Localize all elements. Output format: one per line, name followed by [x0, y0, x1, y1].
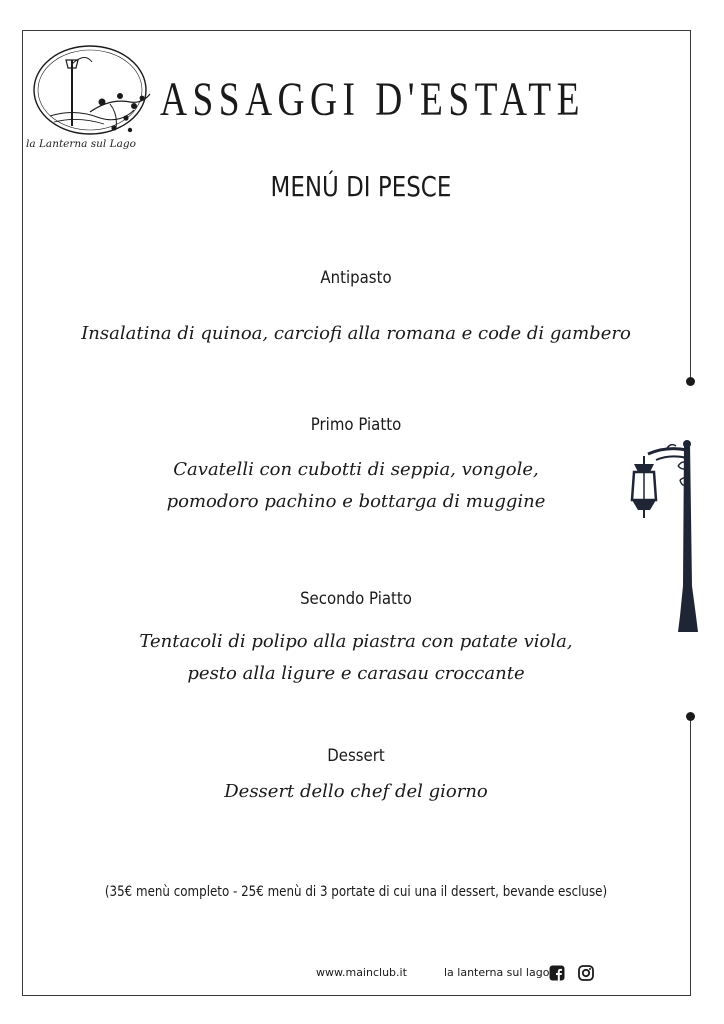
- dish-line: Tentacoli di polipo alla piastra con patate viola,: [139, 631, 573, 652]
- page-title: ASSAGGI D'ESTATE: [160, 73, 585, 126]
- course-label-dessert: Dessert: [327, 746, 385, 766]
- price-note: (35€ menù completo - 25€ menù di 3 portate di cui una il dessert, bevande escluse): [104, 884, 608, 900]
- dish-line: pesto alla ligure e carasau croccante: [187, 663, 525, 684]
- frame-dot-upper: [686, 377, 695, 386]
- street-lamp-icon: [626, 436, 706, 632]
- dish-secondo: [0, 626, 712, 690]
- dish-line: Dessert dello chef del giorno: [224, 781, 488, 802]
- course-label-primo: Primo Piatto: [310, 415, 402, 435]
- course-label-secondo: Secondo Piatto: [300, 589, 412, 609]
- dish-antipasto: [0, 318, 712, 350]
- dish-dessert: [0, 776, 712, 808]
- footer-social-name: la lanterna sul lago: [444, 966, 550, 979]
- frame-right-border-lower: [690, 716, 691, 996]
- dish-line: pomodoro pachino e bottarga di muggine: [166, 491, 546, 512]
- logo-script-text: la Lanterna sul Lago: [26, 138, 136, 150]
- facebook-icon[interactable]: [549, 965, 565, 981]
- course-label-antipasto: Antipasto: [320, 268, 392, 288]
- dish-line: Insalatina di quinoa, carciofi alla romana e code di gambero: [81, 323, 631, 344]
- frame-dot-lower: [686, 712, 695, 721]
- frame-top-border: [22, 30, 691, 31]
- dish-line: Cavatelli con cubotti di seppia, vongole,: [173, 459, 539, 480]
- instagram-icon[interactable]: [578, 965, 594, 981]
- frame-bottom-border: [22, 995, 691, 996]
- footer-website-link[interactable]: www.mainclub.it: [316, 966, 407, 979]
- dish-primo: [0, 454, 712, 518]
- menu-title: MENÚ DI PESCE: [270, 170, 452, 203]
